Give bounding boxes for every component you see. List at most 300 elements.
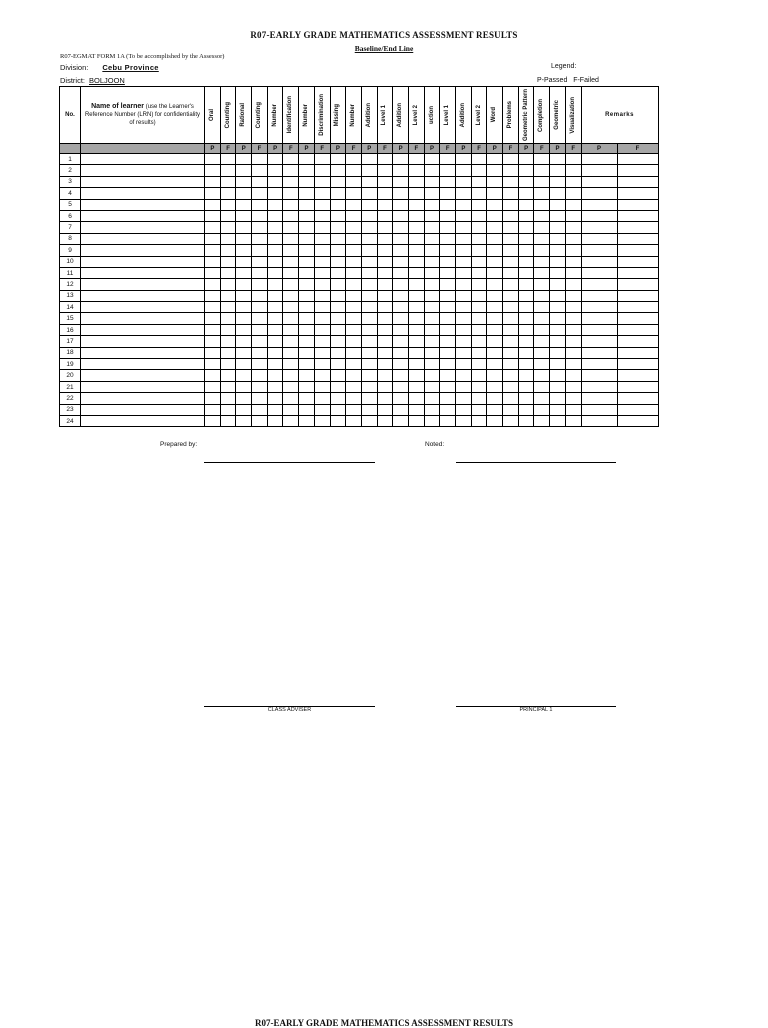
score-cell[interactable] xyxy=(581,370,617,381)
score-cell[interactable] xyxy=(518,359,534,370)
score-cell[interactable] xyxy=(252,165,268,176)
score-cell[interactable] xyxy=(267,393,283,404)
score-cell[interactable] xyxy=(330,165,346,176)
score-cell[interactable] xyxy=(408,370,424,381)
learner-name-cell[interactable] xyxy=(81,279,205,290)
score-cell[interactable] xyxy=(424,222,440,233)
score-cell[interactable] xyxy=(267,302,283,313)
score-cell[interactable] xyxy=(283,222,299,233)
score-cell[interactable] xyxy=(299,415,315,426)
score-cell[interactable] xyxy=(503,359,519,370)
score-cell[interactable] xyxy=(299,324,315,335)
score-cell[interactable] xyxy=(283,233,299,244)
score-cell[interactable] xyxy=(236,290,252,301)
score-cell[interactable] xyxy=(424,267,440,278)
score-cell[interactable] xyxy=(456,245,472,256)
learner-name-cell[interactable] xyxy=(81,359,205,370)
score-cell[interactable] xyxy=(424,245,440,256)
score-cell[interactable] xyxy=(456,256,472,267)
score-cell[interactable] xyxy=(471,165,487,176)
score-cell[interactable] xyxy=(518,199,534,210)
score-cell[interactable] xyxy=(565,176,581,187)
score-cell[interactable] xyxy=(220,188,236,199)
score-cell[interactable] xyxy=(220,302,236,313)
score-cell[interactable] xyxy=(236,256,252,267)
score-cell[interactable] xyxy=(314,256,330,267)
score-cell[interactable] xyxy=(471,336,487,347)
score-cell[interactable] xyxy=(550,313,566,324)
score-cell[interactable] xyxy=(408,313,424,324)
score-cell[interactable] xyxy=(471,404,487,415)
score-cell[interactable] xyxy=(330,176,346,187)
score-cell[interactable] xyxy=(314,233,330,244)
score-cell[interactable] xyxy=(581,415,617,426)
score-cell[interactable] xyxy=(565,188,581,199)
score-cell[interactable] xyxy=(471,222,487,233)
score-cell[interactable] xyxy=(581,290,617,301)
score-cell[interactable] xyxy=(565,290,581,301)
score-cell[interactable] xyxy=(299,381,315,392)
score-cell[interactable] xyxy=(581,210,617,221)
learner-name-cell[interactable] xyxy=(81,370,205,381)
score-cell[interactable] xyxy=(581,188,617,199)
score-cell[interactable] xyxy=(581,154,617,165)
score-cell[interactable] xyxy=(440,222,456,233)
score-cell[interactable] xyxy=(346,381,362,392)
score-cell[interactable] xyxy=(330,324,346,335)
score-cell[interactable] xyxy=(440,267,456,278)
score-cell[interactable] xyxy=(565,233,581,244)
score-cell[interactable] xyxy=(617,188,658,199)
score-cell[interactable] xyxy=(299,222,315,233)
score-cell[interactable] xyxy=(283,302,299,313)
score-cell[interactable] xyxy=(550,302,566,313)
score-cell[interactable] xyxy=(617,415,658,426)
score-cell[interactable] xyxy=(377,210,393,221)
score-cell[interactable] xyxy=(487,324,503,335)
score-cell[interactable] xyxy=(440,381,456,392)
score-cell[interactable] xyxy=(581,336,617,347)
score-cell[interactable] xyxy=(205,370,221,381)
score-cell[interactable] xyxy=(236,381,252,392)
score-cell[interactable] xyxy=(424,154,440,165)
score-cell[interactable] xyxy=(617,359,658,370)
score-cell[interactable] xyxy=(299,256,315,267)
score-cell[interactable] xyxy=(581,324,617,335)
score-cell[interactable] xyxy=(487,233,503,244)
score-cell[interactable] xyxy=(283,188,299,199)
score-cell[interactable] xyxy=(408,302,424,313)
score-cell[interactable] xyxy=(550,279,566,290)
score-cell[interactable] xyxy=(346,222,362,233)
score-cell[interactable] xyxy=(361,381,377,392)
score-cell[interactable] xyxy=(581,267,617,278)
score-cell[interactable] xyxy=(471,256,487,267)
score-cell[interactable] xyxy=(408,279,424,290)
score-cell[interactable] xyxy=(299,359,315,370)
score-cell[interactable] xyxy=(361,199,377,210)
score-cell[interactable] xyxy=(503,415,519,426)
score-cell[interactable] xyxy=(205,256,221,267)
learner-name-cell[interactable] xyxy=(81,404,205,415)
score-cell[interactable] xyxy=(471,415,487,426)
score-cell[interactable] xyxy=(424,165,440,176)
score-cell[interactable] xyxy=(440,290,456,301)
score-cell[interactable] xyxy=(314,267,330,278)
score-cell[interactable] xyxy=(503,302,519,313)
score-cell[interactable] xyxy=(205,165,221,176)
score-cell[interactable] xyxy=(205,336,221,347)
score-cell[interactable] xyxy=(471,188,487,199)
score-cell[interactable] xyxy=(617,199,658,210)
score-cell[interactable] xyxy=(314,370,330,381)
score-cell[interactable] xyxy=(330,199,346,210)
score-cell[interactable] xyxy=(471,199,487,210)
score-cell[interactable] xyxy=(518,347,534,358)
score-cell[interactable] xyxy=(456,370,472,381)
score-cell[interactable] xyxy=(283,279,299,290)
score-cell[interactable] xyxy=(314,176,330,187)
score-cell[interactable] xyxy=(330,359,346,370)
score-cell[interactable] xyxy=(503,370,519,381)
score-cell[interactable] xyxy=(456,404,472,415)
score-cell[interactable] xyxy=(346,256,362,267)
score-cell[interactable] xyxy=(393,233,409,244)
score-cell[interactable] xyxy=(617,404,658,415)
score-cell[interactable] xyxy=(550,404,566,415)
score-cell[interactable] xyxy=(361,302,377,313)
score-cell[interactable] xyxy=(487,381,503,392)
score-cell[interactable] xyxy=(299,199,315,210)
score-cell[interactable] xyxy=(252,154,268,165)
score-cell[interactable] xyxy=(424,233,440,244)
score-cell[interactable] xyxy=(377,233,393,244)
score-cell[interactable] xyxy=(205,210,221,221)
score-cell[interactable] xyxy=(503,245,519,256)
score-cell[interactable] xyxy=(487,222,503,233)
score-cell[interactable] xyxy=(518,313,534,324)
score-cell[interactable] xyxy=(377,279,393,290)
score-cell[interactable] xyxy=(314,188,330,199)
score-cell[interactable] xyxy=(236,222,252,233)
score-cell[interactable] xyxy=(503,404,519,415)
score-cell[interactable] xyxy=(314,199,330,210)
score-cell[interactable] xyxy=(236,370,252,381)
score-cell[interactable] xyxy=(534,404,550,415)
score-cell[interactable] xyxy=(236,233,252,244)
score-cell[interactable] xyxy=(456,188,472,199)
score-cell[interactable] xyxy=(503,267,519,278)
score-cell[interactable] xyxy=(617,370,658,381)
score-cell[interactable] xyxy=(330,210,346,221)
score-cell[interactable] xyxy=(534,188,550,199)
score-cell[interactable] xyxy=(377,222,393,233)
score-cell[interactable] xyxy=(252,267,268,278)
score-cell[interactable] xyxy=(361,279,377,290)
score-cell[interactable] xyxy=(565,381,581,392)
score-cell[interactable] xyxy=(330,393,346,404)
score-cell[interactable] xyxy=(408,381,424,392)
score-cell[interactable] xyxy=(361,370,377,381)
score-cell[interactable] xyxy=(220,233,236,244)
score-cell[interactable] xyxy=(252,279,268,290)
score-cell[interactable] xyxy=(361,347,377,358)
score-cell[interactable] xyxy=(299,290,315,301)
score-cell[interactable] xyxy=(361,290,377,301)
learner-name-cell[interactable] xyxy=(81,222,205,233)
learner-name-cell[interactable] xyxy=(81,233,205,244)
score-cell[interactable] xyxy=(471,381,487,392)
score-cell[interactable] xyxy=(581,233,617,244)
learner-name-cell[interactable] xyxy=(81,188,205,199)
score-cell[interactable] xyxy=(565,359,581,370)
score-cell[interactable] xyxy=(283,404,299,415)
score-cell[interactable] xyxy=(518,302,534,313)
score-cell[interactable] xyxy=(236,359,252,370)
score-cell[interactable] xyxy=(236,165,252,176)
score-cell[interactable] xyxy=(581,347,617,358)
score-cell[interactable] xyxy=(236,404,252,415)
score-cell[interactable] xyxy=(205,279,221,290)
score-cell[interactable] xyxy=(534,199,550,210)
score-cell[interactable] xyxy=(440,393,456,404)
score-cell[interactable] xyxy=(471,302,487,313)
score-cell[interactable] xyxy=(267,154,283,165)
score-cell[interactable] xyxy=(330,154,346,165)
score-cell[interactable] xyxy=(330,404,346,415)
score-cell[interactable] xyxy=(283,415,299,426)
score-cell[interactable] xyxy=(314,222,330,233)
score-cell[interactable] xyxy=(565,336,581,347)
score-cell[interactable] xyxy=(550,381,566,392)
score-cell[interactable] xyxy=(487,336,503,347)
score-cell[interactable] xyxy=(581,359,617,370)
score-cell[interactable] xyxy=(314,165,330,176)
score-cell[interactable] xyxy=(361,267,377,278)
score-cell[interactable] xyxy=(283,199,299,210)
score-cell[interactable] xyxy=(534,324,550,335)
score-cell[interactable] xyxy=(236,176,252,187)
score-cell[interactable] xyxy=(377,245,393,256)
score-cell[interactable] xyxy=(220,347,236,358)
score-cell[interactable] xyxy=(471,210,487,221)
score-cell[interactable] xyxy=(503,165,519,176)
score-cell[interactable] xyxy=(236,188,252,199)
score-cell[interactable] xyxy=(330,415,346,426)
score-cell[interactable] xyxy=(617,347,658,358)
score-cell[interactable] xyxy=(487,188,503,199)
score-cell[interactable] xyxy=(565,393,581,404)
score-cell[interactable] xyxy=(314,279,330,290)
score-cell[interactable] xyxy=(487,393,503,404)
score-cell[interactable] xyxy=(330,188,346,199)
score-cell[interactable] xyxy=(314,336,330,347)
score-cell[interactable] xyxy=(393,267,409,278)
score-cell[interactable] xyxy=(330,279,346,290)
score-cell[interactable] xyxy=(440,359,456,370)
score-cell[interactable] xyxy=(393,290,409,301)
score-cell[interactable] xyxy=(361,404,377,415)
score-cell[interactable] xyxy=(299,176,315,187)
score-cell[interactable] xyxy=(346,393,362,404)
score-cell[interactable] xyxy=(314,347,330,358)
score-cell[interactable] xyxy=(252,188,268,199)
score-cell[interactable] xyxy=(267,210,283,221)
score-cell[interactable] xyxy=(283,370,299,381)
score-cell[interactable] xyxy=(581,302,617,313)
score-cell[interactable] xyxy=(471,393,487,404)
score-cell[interactable] xyxy=(456,233,472,244)
score-cell[interactable] xyxy=(361,324,377,335)
score-cell[interactable] xyxy=(456,267,472,278)
score-cell[interactable] xyxy=(299,393,315,404)
score-cell[interactable] xyxy=(424,393,440,404)
score-cell[interactable] xyxy=(550,188,566,199)
score-cell[interactable] xyxy=(440,245,456,256)
score-cell[interactable] xyxy=(377,313,393,324)
score-cell[interactable] xyxy=(220,154,236,165)
score-cell[interactable] xyxy=(267,324,283,335)
score-cell[interactable] xyxy=(408,267,424,278)
score-cell[interactable] xyxy=(518,233,534,244)
score-cell[interactable] xyxy=(487,210,503,221)
score-cell[interactable] xyxy=(205,324,221,335)
score-cell[interactable] xyxy=(205,404,221,415)
score-cell[interactable] xyxy=(487,154,503,165)
score-cell[interactable] xyxy=(346,347,362,358)
score-cell[interactable] xyxy=(252,393,268,404)
score-cell[interactable] xyxy=(617,290,658,301)
score-cell[interactable] xyxy=(617,324,658,335)
score-cell[interactable] xyxy=(283,210,299,221)
score-cell[interactable] xyxy=(220,370,236,381)
score-cell[interactable] xyxy=(550,245,566,256)
score-cell[interactable] xyxy=(503,233,519,244)
score-cell[interactable] xyxy=(393,165,409,176)
score-cell[interactable] xyxy=(393,256,409,267)
score-cell[interactable] xyxy=(220,393,236,404)
score-cell[interactable] xyxy=(456,165,472,176)
score-cell[interactable] xyxy=(393,324,409,335)
score-cell[interactable] xyxy=(299,279,315,290)
score-cell[interactable] xyxy=(393,415,409,426)
score-cell[interactable] xyxy=(393,199,409,210)
learner-name-cell[interactable] xyxy=(81,154,205,165)
score-cell[interactable] xyxy=(471,176,487,187)
score-cell[interactable] xyxy=(456,154,472,165)
learner-name-cell[interactable] xyxy=(81,313,205,324)
score-cell[interactable] xyxy=(471,290,487,301)
score-cell[interactable] xyxy=(456,279,472,290)
score-cell[interactable] xyxy=(252,415,268,426)
score-cell[interactable] xyxy=(267,347,283,358)
score-cell[interactable] xyxy=(503,199,519,210)
score-cell[interactable] xyxy=(581,313,617,324)
score-cell[interactable] xyxy=(299,188,315,199)
learner-name-cell[interactable] xyxy=(81,381,205,392)
score-cell[interactable] xyxy=(205,154,221,165)
score-cell[interactable] xyxy=(220,165,236,176)
score-cell[interactable] xyxy=(220,267,236,278)
score-cell[interactable] xyxy=(299,154,315,165)
score-cell[interactable] xyxy=(503,336,519,347)
score-cell[interactable] xyxy=(252,336,268,347)
learner-name-cell[interactable] xyxy=(81,302,205,313)
score-cell[interactable] xyxy=(408,165,424,176)
score-cell[interactable] xyxy=(361,210,377,221)
score-cell[interactable] xyxy=(617,165,658,176)
score-cell[interactable] xyxy=(346,188,362,199)
score-cell[interactable] xyxy=(361,313,377,324)
learner-name-cell[interactable] xyxy=(81,176,205,187)
score-cell[interactable] xyxy=(236,210,252,221)
score-cell[interactable] xyxy=(220,210,236,221)
score-cell[interactable] xyxy=(330,302,346,313)
score-cell[interactable] xyxy=(565,302,581,313)
score-cell[interactable] xyxy=(361,233,377,244)
score-cell[interactable] xyxy=(617,381,658,392)
score-cell[interactable] xyxy=(314,210,330,221)
score-cell[interactable] xyxy=(487,176,503,187)
score-cell[interactable] xyxy=(534,210,550,221)
score-cell[interactable] xyxy=(236,415,252,426)
score-cell[interactable] xyxy=(377,404,393,415)
score-cell[interactable] xyxy=(550,393,566,404)
score-cell[interactable] xyxy=(346,245,362,256)
score-cell[interactable] xyxy=(617,245,658,256)
score-cell[interactable] xyxy=(330,245,346,256)
score-cell[interactable] xyxy=(252,222,268,233)
score-cell[interactable] xyxy=(565,279,581,290)
score-cell[interactable] xyxy=(393,176,409,187)
score-cell[interactable] xyxy=(534,165,550,176)
score-cell[interactable] xyxy=(456,393,472,404)
score-cell[interactable] xyxy=(617,256,658,267)
score-cell[interactable] xyxy=(471,154,487,165)
score-cell[interactable] xyxy=(267,256,283,267)
score-cell[interactable] xyxy=(205,233,221,244)
score-cell[interactable] xyxy=(393,222,409,233)
score-cell[interactable] xyxy=(393,359,409,370)
score-cell[interactable] xyxy=(408,210,424,221)
score-cell[interactable] xyxy=(299,336,315,347)
score-cell[interactable] xyxy=(236,336,252,347)
score-cell[interactable] xyxy=(456,381,472,392)
score-cell[interactable] xyxy=(456,359,472,370)
score-cell[interactable] xyxy=(330,347,346,358)
score-cell[interactable] xyxy=(440,188,456,199)
score-cell[interactable] xyxy=(252,290,268,301)
score-cell[interactable] xyxy=(503,347,519,358)
score-cell[interactable] xyxy=(283,176,299,187)
score-cell[interactable] xyxy=(314,302,330,313)
score-cell[interactable] xyxy=(346,370,362,381)
learner-name-cell[interactable] xyxy=(81,336,205,347)
score-cell[interactable] xyxy=(518,154,534,165)
score-cell[interactable] xyxy=(550,267,566,278)
score-cell[interactable] xyxy=(456,313,472,324)
score-cell[interactable] xyxy=(550,210,566,221)
score-cell[interactable] xyxy=(205,188,221,199)
score-cell[interactable] xyxy=(440,279,456,290)
score-cell[interactable] xyxy=(299,210,315,221)
score-cell[interactable] xyxy=(252,199,268,210)
score-cell[interactable] xyxy=(220,404,236,415)
score-cell[interactable] xyxy=(518,336,534,347)
score-cell[interactable] xyxy=(346,415,362,426)
score-cell[interactable] xyxy=(252,370,268,381)
score-cell[interactable] xyxy=(330,381,346,392)
